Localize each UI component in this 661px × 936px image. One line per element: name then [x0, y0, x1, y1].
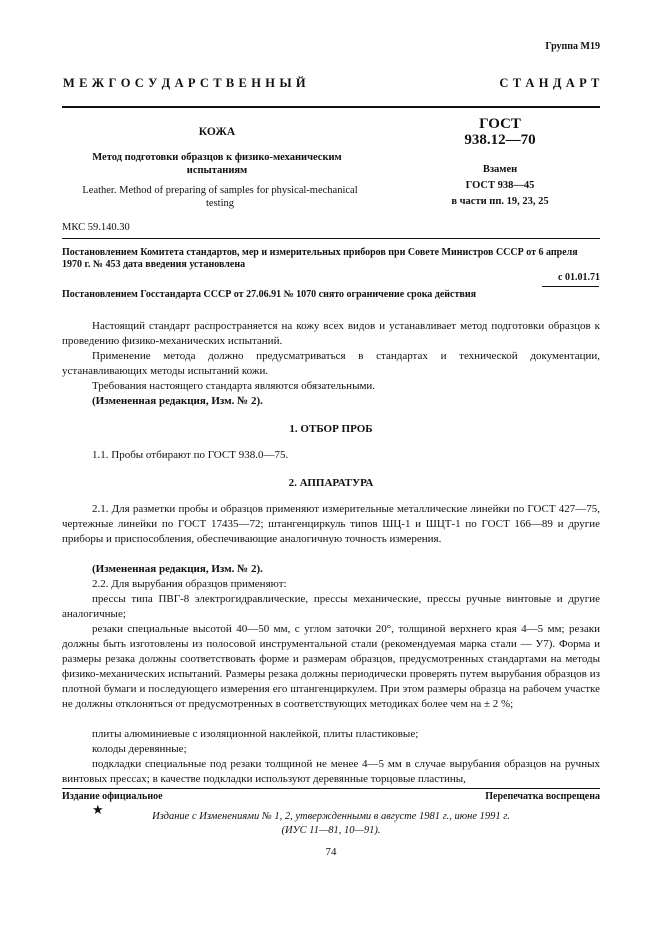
section2-amendment-note: (Измененная редакция, Изм. № 2). [92, 563, 263, 575]
replaces-parts: в части пп. 19, 23, 25 [451, 196, 549, 207]
footer-rule [62, 788, 600, 789]
mks-code: МКС 59.140.30 [62, 222, 130, 233]
gost-label: ГОСТ [479, 116, 521, 132]
star-icon: ★ [92, 803, 104, 818]
section1-heading: 1. ОТБОР ПРОБ [289, 423, 373, 435]
intro-amendment-note: (Измененная редакция, Изм. № 2). [92, 395, 263, 407]
section2-heading: 2. АППАРАТУРА [288, 477, 374, 489]
effective-date: с 01.01.71 [558, 272, 600, 283]
title-rule [62, 238, 600, 239]
reprint-prohibited-label: Перепечатка воспрещена [485, 791, 600, 802]
edition-note-line2: (ИУС 11—81, 10—91). [281, 825, 381, 836]
section1-clause-1-1: 1.1. Пробы отбирают по ГОСТ 938.0—75. [92, 449, 289, 461]
decree-limitation: Постановлением Госстандарта СССР от 27.06.91 № 1070 снято ограничение срока действия [62, 289, 476, 300]
official-edition-label: Издание официальное [62, 791, 163, 802]
banner-standard: С Т А Н Д А Р Т [499, 76, 600, 90]
gost-number: 938.12—70 [464, 132, 536, 148]
effective-date-rule [542, 286, 599, 287]
section2-clause-2-2: 2.2. Для вырубания образцов применяют: [92, 578, 287, 590]
banner-interstate: М Е Ж Г О С У Д А Р С Т В Е Н Н Ы Й [63, 76, 307, 90]
section2-plates: плиты алюминиевые с изоляционной наклейкой, плиты пластиковые; [92, 728, 419, 740]
group-label: Группа М19 [545, 41, 600, 52]
intro-paragraph-scope: Настоящий стандарт распространяется на кожу всех видов и устанавливает метод подготовки образцов к проведению физико-механических испытаний. [62, 320, 600, 347]
intro-paragraph-mandatory: Требования настоящего стандарта являются обязательными. [92, 380, 376, 392]
intro-paragraph-application: Применение метода должно предусматриваться в стандартах и технической документации, устанавливающих методы испытаний кожи. [62, 350, 600, 377]
section2-blocks: колоды деревянные; [92, 743, 187, 755]
english-title: Leather. Method of preparing of samples for physical-mechanical testing [82, 185, 358, 209]
section2-clause-2-1: 2.1. Для разметки пробы и образцов применяют измерительные металлические линейки по ГОСТ 427—75, чертежные линейки по ГОСТ 17435—72; штангенциркуль типов ШЦ-1 и ШЦТ-1 по ГОСТ 166—89 и другие приборы и приспособления, обеспечивающие аналогичную точность измерения. [62, 503, 600, 545]
header-rule [62, 106, 600, 108]
section2-cutters: резаки специальные высотой 40—50 мм, с углом заточки 20°, толщиной верхнего края 4—5 мм; резаки должны быть изготовлены из полосовой инструментальной стали (рекомендуемая марка стали — У7). Форма и размеры резака должны соответствовать форме и размерам образцов, предусмотренных стандартами на методы физико-механических испытаний. Размеры резака должны периодически проверять путем вырубания образцов из плотной бумаги и последующего измерения его штангенциркулем. При этом размеры образца на рабочем участке не должны отклоняться от предусмотренных в соответствующих методиках более чем на ± 2 %; [62, 623, 600, 710]
section2-pads: подкладки специальные под резаки толщиной не менее 4—5 мм в случае вырубания образцов на ручных винтовых прессах; в качестве подкладки используют деревянные торцовые пластины, [62, 758, 600, 785]
replaces-gost: ГОСТ 938—45 [465, 180, 535, 191]
edition-note-line1: Издание с Изменениями № 1, 2, утвержденными в августе 1981 г., июне 1991 г. [152, 811, 510, 822]
decree-introduction: Постановлением Комитета стандартов, мер и измерительных приборов при Совете Министров СССР от 6 апреля 1970 г. № 453 дата введения установлена [62, 247, 578, 270]
page-number: 74 [325, 846, 337, 858]
replaces-label: Взамен [482, 164, 518, 175]
document-subtitle: Метод подготовки образцов к физико-механическим испытаниям [92, 152, 342, 176]
document-title: КОЖА [198, 126, 236, 138]
section2-presses: прессы типа ПВГ-8 электрогидравлические, прессы механические, прессы ручные винтовые и другие аналогичные; [62, 593, 600, 620]
